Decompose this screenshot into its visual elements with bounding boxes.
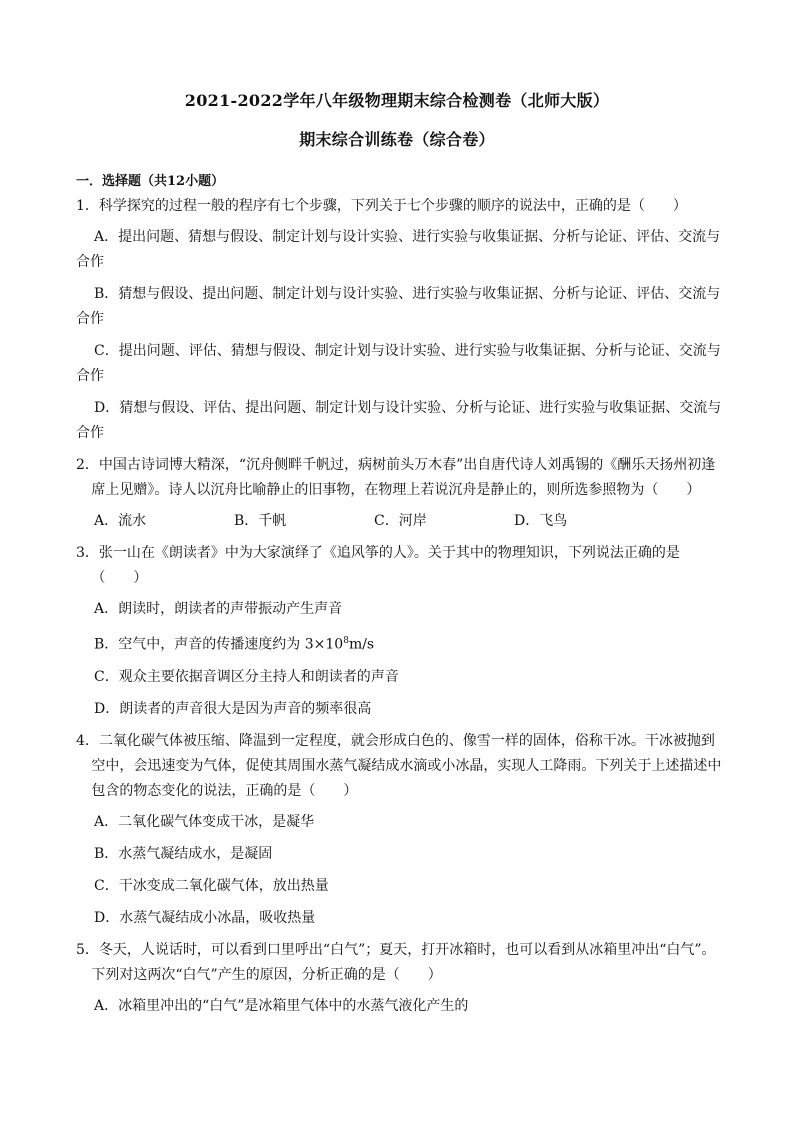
option-a: A．二氧化碳气体变成干冰，是凝华 — [94, 813, 315, 830]
option-c: C．观众主要依据音调区分主持人和朗读者的声音 — [94, 668, 399, 685]
question-stem: 2．中国古诗词博大精深，“沉舟侧畔千帆过，病树前头万木春”出自唐代诗人刘禹锡的《酬乐天扬州初逢席上见赠》。诗人以沉舟比喻静止的旧事物，在物理上若说沉舟是静止的，则所选参照物为（ ） — [76, 457, 716, 498]
question-1 — [76, 194, 722, 446]
question-2 — [76, 453, 722, 534]
option-b-text: B．空气中，声音的传播速度约为 3×10 — [94, 636, 344, 653]
option-c: C．河岸 — [374, 513, 427, 529]
option-c: C．提出问题、评估、猜想与假设、制定计划与设计实验、进行实验与收集证据、分析与论证、交流与合作 — [76, 343, 721, 384]
option-c: C．干冰变成二氧化碳气体，放出热量 — [94, 877, 329, 894]
option-a: A．冰箱里冲出的“白气”是冰箱里气体中的水蒸气液化产生的 — [94, 997, 469, 1014]
exam-title: 2021-2022学年八年级物理期末综合检测卷（北师大版） — [184, 91, 610, 110]
option-b-unit: m/s — [348, 636, 375, 653]
option-row — [76, 509, 722, 534]
question-stem: 1．科学探究的过程一般的程序有七个步骤，下列关于七个步骤的顺序的说法中，正确的是（ ） — [76, 198, 687, 214]
section-heading: 一．选择题（共12小题） — [76, 174, 225, 189]
option-a: A．朗读时，朗读者的声带振动产生声音 — [94, 601, 343, 617]
question-list — [76, 194, 722, 1026]
question-stem: 3．张一山在《朗读者》中为大家演绎了《追风筝的人》。关于其中的物理知识，下列说法正确的是（ ） — [76, 545, 680, 586]
question-stem: 4．二氧化碳气体被压缩、降温到一定程度，就会形成白色的、像雪一样的固体，俗称干冰。干冰被抛到空中，会迅速变为气体，促使其周围水蒸气凝结成水滴或小冰晶，实现人工降雨。下列关于上述描述中包含的物态变化的说法，正确的是（ ） — [76, 732, 722, 799]
question-3 — [76, 541, 722, 722]
option-b — [76, 629, 722, 658]
question-stem: 5．冬天，人说话时，可以看到口里呼出“白气”；夏天，打开冰箱时，也可以看到从冰箱里冲出“白气”。下列对这两次“白气”产生的原因，分析正确的是（ ） — [76, 941, 716, 983]
option-d: D．猜想与假设、评估、提出问题、制定计划与设计实验、分析与论证、进行实验与收集证据、交流与合作 — [76, 400, 722, 441]
exam-subtitle: 期末综合训练卷（综合卷） — [299, 130, 495, 149]
question-5 — [76, 938, 722, 1019]
option-a: A．提出问题、猜想与假设、制定计划与设计实验、进行实验与收集证据、分析与论证、评估、交流与合作 — [76, 229, 721, 270]
option-b-exponent: 8 — [343, 636, 349, 646]
question-4 — [76, 729, 722, 931]
option-b: B．猜想与假设、提出问题、制定计划与设计实验、进行实验与收集证据、分析与论证、评估、交流与合作 — [76, 286, 721, 327]
option-a: A．流水 — [94, 513, 147, 529]
option-d: D．水蒸气凝结成小冰晶，吸收热量 — [94, 909, 316, 926]
option-b: B．水蒸气凝结成水，是凝固 — [94, 845, 273, 862]
option-d: D．朗读者的声音很大是因为声音的频率很高 — [94, 700, 372, 717]
option-b: B．千帆 — [234, 513, 287, 529]
option-d: D．飞鸟 — [514, 513, 568, 529]
